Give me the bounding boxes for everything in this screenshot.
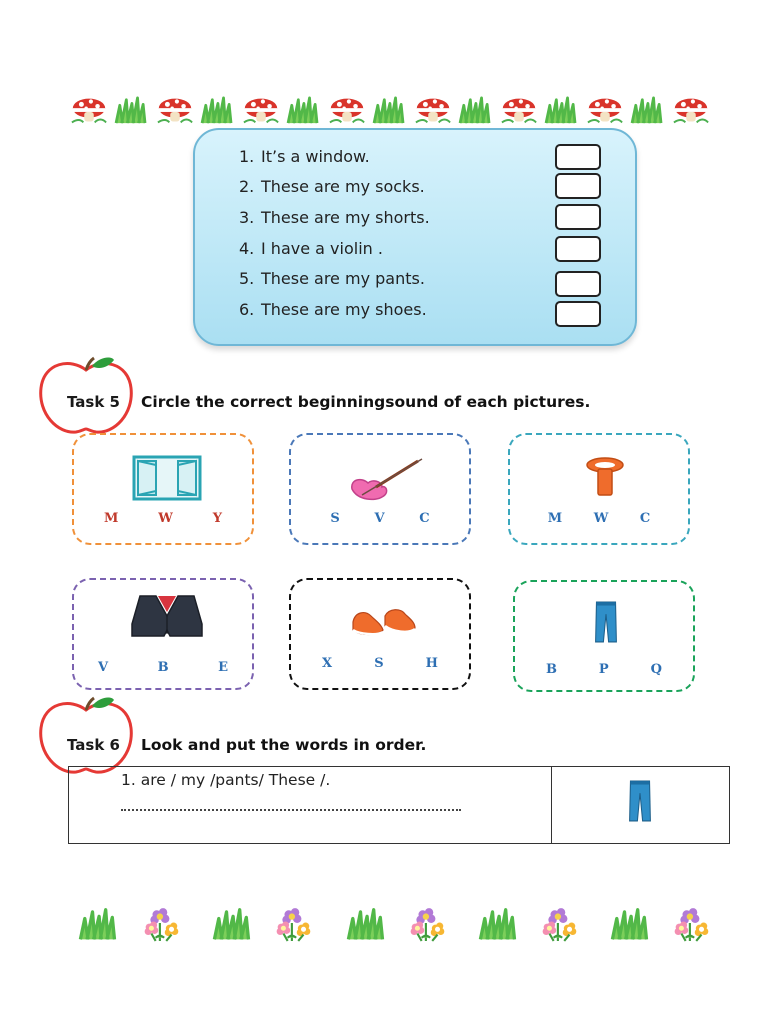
reorder-table [68,766,730,844]
letter-choices [291,656,469,671]
reorder-item [121,771,330,789]
task5-instruction: Circle the correct beginningsound of each pictures. [141,393,591,411]
bottom-decoration-border [0,904,768,944]
pants-icon [627,777,653,825]
statement-item [239,177,425,196]
letter-choice[interactable]: Q [650,662,662,677]
picture-card-window [72,433,254,545]
picture-card-pants [513,580,695,692]
statement-list-box [193,128,637,346]
task6-instruction: Look and put the words in order. [141,736,427,754]
picture-card-shoes [289,578,471,690]
picture-card-scarf [508,433,690,545]
letter-choice[interactable]: E [218,660,228,675]
statement-number: 4. [239,239,255,258]
answer-box-4[interactable] [555,236,601,262]
statement-number: 3. [239,208,255,227]
window-icon [132,455,202,501]
statement-item [239,269,425,288]
letter-choice[interactable]: C [419,511,430,526]
answer-box-2[interactable] [555,173,601,199]
letter-choice[interactable]: P [598,662,609,677]
letter-choice[interactable]: V [98,660,109,675]
statement-text: These are my socks. [261,177,425,196]
letter-choice[interactable]: H [425,656,438,671]
statement-number: 5. [239,269,255,288]
answer-box-3[interactable] [555,204,601,230]
statement-text: These are my shoes. [261,300,427,319]
letter-choice[interactable]: B [545,662,557,677]
letter-choices [74,660,252,675]
letter-choices [515,662,693,677]
shoes-icon [349,602,419,642]
task5-label: Task 5 [67,393,120,411]
statement-number: 2. [239,177,255,196]
letter-choice[interactable]: M [547,511,563,526]
letter-choice[interactable]: C [639,511,651,526]
violin-icon [346,455,426,501]
statement-text: These are my pants. [261,269,425,288]
scarf-icon [585,455,625,499]
statement-text: These are my shorts. [261,208,430,227]
top-decoration-border [0,92,768,132]
reorder-item-number: 1. [121,771,136,789]
statement-item [239,300,427,319]
letter-choice[interactable]: S [374,656,384,671]
letter-choice[interactable]: W [158,511,173,526]
answer-line[interactable] [121,799,461,811]
task6-label: Task 6 [67,736,120,754]
answer-box-1[interactable] [555,144,601,170]
letter-choice[interactable]: M [103,511,119,526]
letter-choices [74,511,252,526]
statement-item [239,147,370,166]
letter-choice[interactable]: S [330,511,340,526]
statement-item [239,208,430,227]
letter-choice[interactable]: W [593,511,609,526]
letter-choice[interactable]: B [157,660,169,675]
letter-choice[interactable]: X [322,656,333,671]
reorder-item-words: are / my /pants/ These /. [140,771,331,789]
picture-card-violin [289,433,471,545]
letter-choices [291,511,469,526]
statement-number: 6. [239,300,255,319]
letter-choice[interactable]: V [374,511,385,526]
letter-choices [510,511,688,526]
table-divider [551,767,552,843]
statement-text: I have a violin . [261,239,383,258]
pants-icon [593,600,619,644]
answer-box-5[interactable] [555,271,601,297]
statement-text: It’s a window. [261,147,370,166]
letter-choice[interactable]: Y [212,511,223,526]
picture-card-vest [72,578,254,690]
answer-box-6[interactable] [555,301,601,327]
statement-item [239,239,383,258]
statement-number: 1. [239,147,255,166]
vest-icon [130,594,204,638]
